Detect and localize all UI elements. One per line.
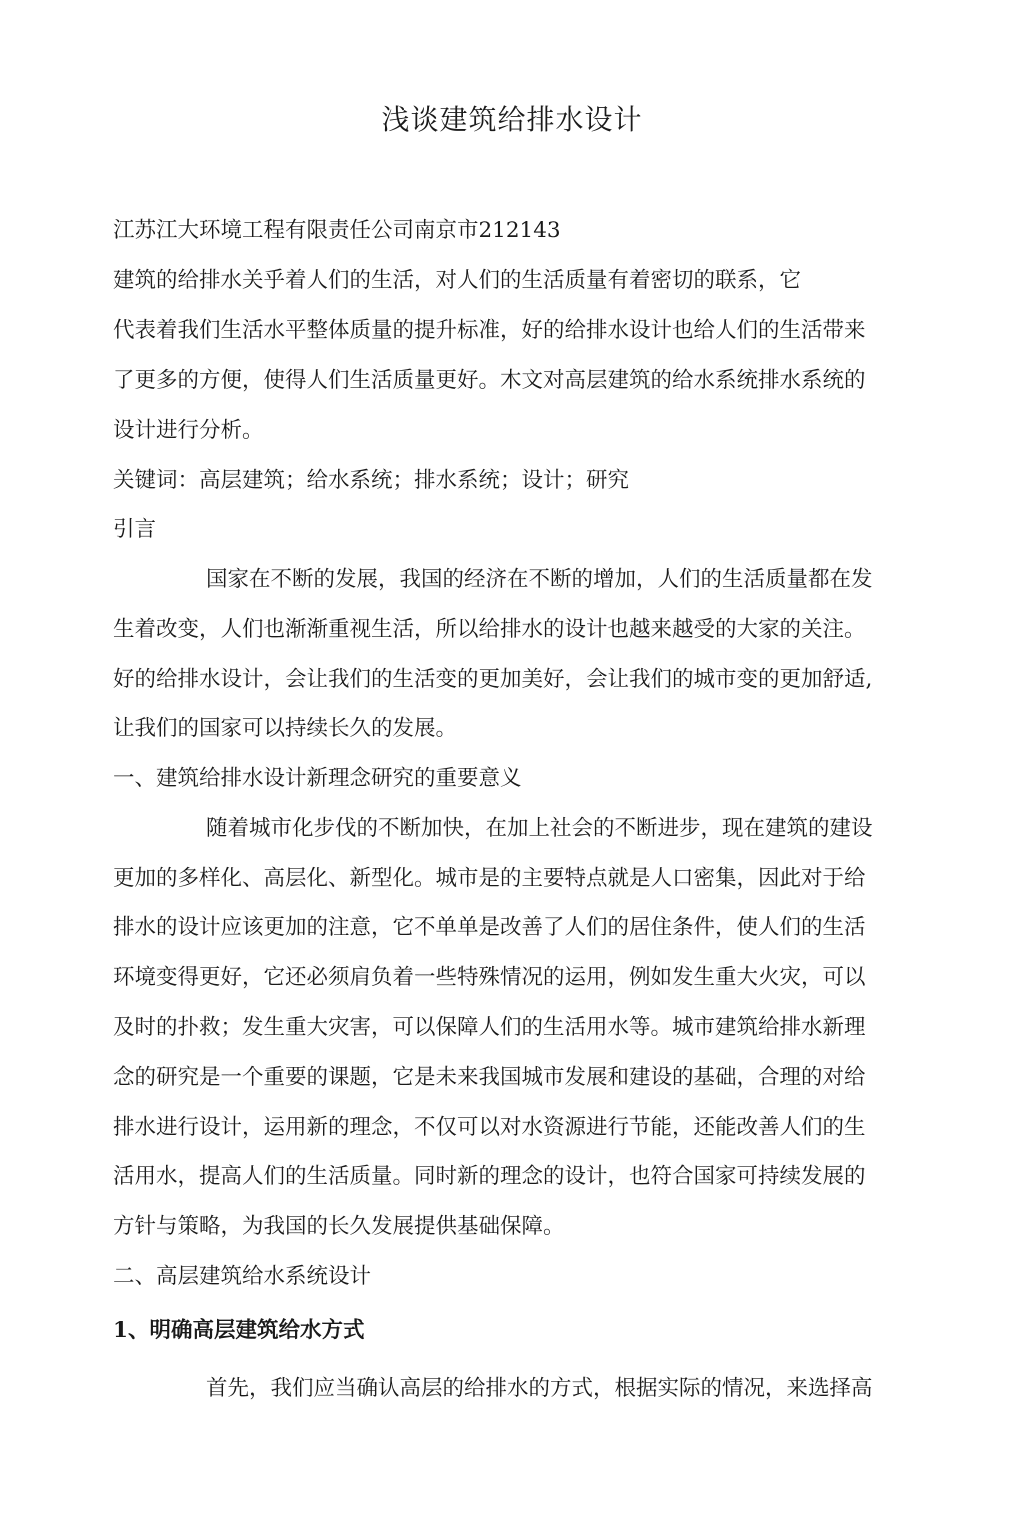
paragraph-line: 更加的多样化、高层化、新型化。城市是的主要特点就是人口密集，因此对于给	[113, 866, 866, 891]
section-heading: 一、建筑给排水设计新理念研究的重要意义	[113, 766, 522, 791]
paragraph-line: 随着城市化步伐的不断加快，在加上社会的不断进步，现在建筑的建设	[206, 816, 873, 841]
paragraph-line: 让我们的国家可以持续长久的发展。	[113, 716, 458, 741]
subsection-heading: 1、明确高层建筑给水方式	[113, 1318, 365, 1343]
paragraph-line: 好的给排水设计，会让我们的生活变的更加美好，会让我们的城市变的更加舒适,	[113, 667, 873, 692]
paragraph-line: 首先，我们应当确认高层的给排水的方式，根据实际的情况，来选择高	[206, 1376, 873, 1401]
paragraph-line: 生着改变，人们也渐渐重视生活，所以给排水的设计也越来越受的大家的关注。	[113, 617, 866, 642]
paragraph-line: 活用水，提高人们的生活质量。同时新的理念的设计，也符合国家可持续发展的	[113, 1164, 866, 1189]
document-title: 浅谈建筑给排水设计	[381, 103, 643, 136]
paragraph-line: 环境变得更好，它还必须肩负着一些特殊情况的运用，例如发生重大火灾，可以	[113, 965, 866, 990]
paragraph-line: 排水的设计应该更加的注意，它不单单是改善了人们的居住条件，使人们的生活	[113, 915, 866, 940]
intro-heading: 引言	[113, 517, 157, 542]
paragraph-line: 及时的扑救；发生重大灾害，可以保障人们的生活用水等。城市建筑给排水新理	[113, 1015, 866, 1040]
abstract-line: 了更多的方便，使得人们生活质量更好。木文对高层建筑的给水系统排水系统的	[113, 368, 866, 393]
abstract-line: 建筑的给排水关乎着人们的生活，对人们的生活质量有着密切的联系，它	[113, 268, 802, 293]
author-line: 江苏江大环境工程有限责任公司南京市212143	[113, 218, 561, 243]
section-heading: 二、高层建筑给水系统设计	[113, 1264, 372, 1289]
paragraph-line: 方针与策略，为我国的长久发展提供基础保障。	[113, 1214, 565, 1239]
paragraph-line: 排水进行设计，运用新的理念，不仅可以对水资源进行节能，还能改善人们的生	[113, 1115, 866, 1140]
abstract-line: 代表着我们生活水平整体质量的提升标准，好的给排水设计也给人们的生活带来	[113, 318, 866, 343]
paragraph-line: 国家在不断的发展，我国的经济在不断的增加，人们的生活质量都在发	[206, 567, 873, 592]
abstract-line: 设计进行分析。	[113, 418, 264, 443]
paragraph-line: 念的研究是一个重要的课题，它是未来我国城市发展和建设的基础，合理的对给	[113, 1065, 866, 1090]
keywords: 关键词：高层建筑；给水系统；排水系统；设计；研究	[113, 468, 630, 493]
